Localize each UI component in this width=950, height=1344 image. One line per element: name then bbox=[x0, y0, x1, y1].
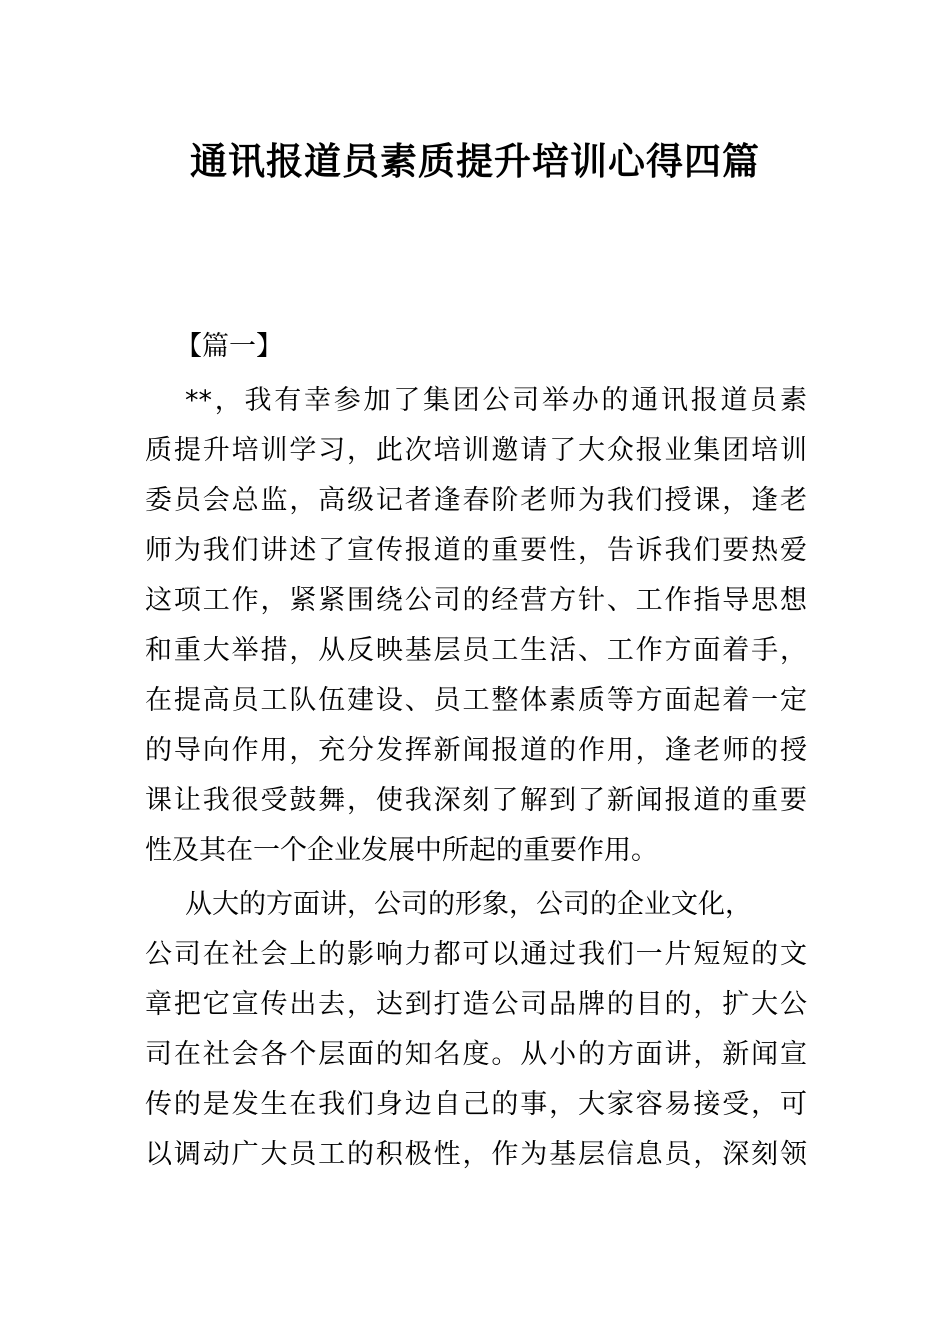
document-body bbox=[145, 322, 807, 1180]
paragraph-line: 委员会总监，高级记者逢春阶老师为我们授课，逢老 bbox=[145, 485, 807, 516]
paragraph-line: 和重大举措，从反映基层员工生活、工作方面着手， bbox=[145, 635, 807, 666]
paragraph-line: 在提高员工队伍建设、员工整体素质等方面起着一定 bbox=[145, 685, 807, 716]
paragraph-line: 的导向作用，充分发挥新闻报道的作用，逢老师的授 bbox=[145, 735, 807, 766]
paragraph-line: 性及其在一个企业发展中所起的重要作用。 bbox=[145, 835, 658, 866]
paragraph-line: 章把它宣传出去，达到打造公司品牌的目的，扩大公 bbox=[145, 989, 807, 1020]
paragraph-line: 质提升培训学习，此次培训邀请了大众报业集团培训 bbox=[145, 435, 807, 466]
paragraph-line: 师为我们讲述了宣传报道的重要性，告诉我们要热爱 bbox=[145, 535, 807, 566]
paragraph-line: 司在社会各个层面的知名度。从小的方面讲，新闻宣 bbox=[145, 1039, 807, 1070]
paragraph-line: 课让我很受鼓舞，使我深刻了解到了新闻报道的重要 bbox=[145, 785, 807, 816]
paragraph-line: 这项工作，紧紧围绕公司的经营方针、工作指导思想 bbox=[145, 585, 807, 616]
paragraph-1 bbox=[145, 376, 807, 876]
paragraph-2 bbox=[145, 880, 807, 1180]
paragraph-line: 传的是发生在我们身边自己的事，大家容易接受，可 bbox=[145, 1089, 807, 1120]
paragraph-line: 以调动广大员工的积极性，作为基层信息员，深刻领 bbox=[145, 1139, 807, 1170]
paragraph-line: 从大的方面讲，公司的形象，公司的企业文化， bbox=[185, 889, 752, 920]
paragraph-line: **，我有幸参加了集团公司举办的通讯报道员素 bbox=[185, 385, 807, 416]
paragraph-line: 公司在社会上的影响力都可以通过我们一片短短的文 bbox=[145, 939, 807, 970]
document-title: 通讯报道员素质提升培训心得四篇 bbox=[190, 140, 760, 183]
section-heading: 【篇一】 bbox=[175, 331, 283, 362]
